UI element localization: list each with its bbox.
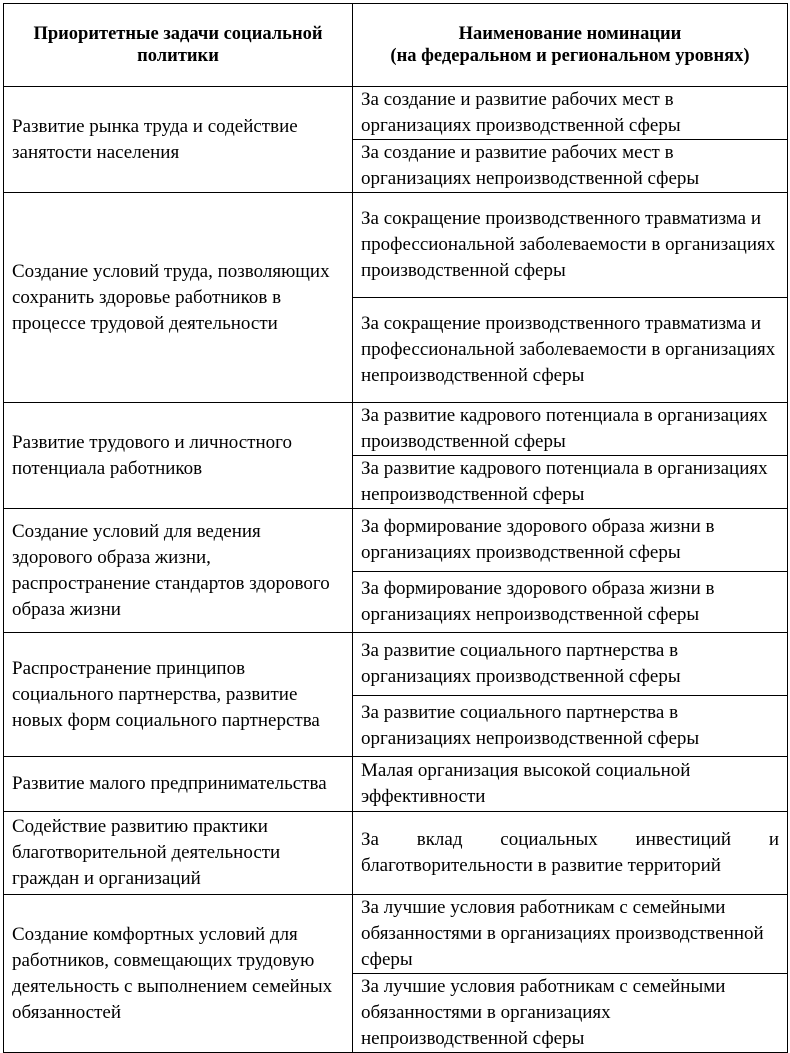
nomination-cell: За лучшие условия работникам с семейными обязанностями в организациях непроизводственной сферы bbox=[353, 974, 788, 1053]
nomination-cell: За создание и развитие рабочих мест в организациях производственной сферы bbox=[353, 87, 788, 140]
nomination-cell: За лучшие условия работникам с семейными обязанностями в организациях производственной сферы bbox=[353, 895, 788, 974]
nomination-cell: За развитие кадрового потенциала в организациях производственной сферы bbox=[353, 403, 788, 456]
table-row bbox=[4, 403, 788, 456]
task-cell: Создание комфортных условий для работников, совмещающих трудовую деятельность с выполнением семейных обязанностей bbox=[4, 895, 353, 1053]
task-cell: Развитие трудового и личностного потенциала работников bbox=[4, 403, 353, 509]
task-cell: Создание условий труда, позволяющих сохранить здоровье работников в процессе трудовой деятельности bbox=[4, 193, 353, 403]
table-body bbox=[4, 87, 788, 1053]
header-tasks: Приоритетные задачи социальной политики bbox=[4, 4, 353, 87]
nomination-cell: За формирование здорового образа жизни в организациях производственной сферы bbox=[353, 509, 788, 572]
nomination-cell: За формирование здорового образа жизни в организациях непроизводственной сферы bbox=[353, 572, 788, 633]
table-row bbox=[4, 633, 788, 696]
table-row bbox=[4, 87, 788, 140]
task-cell: Распространение принципов социального партнерства, развитие новых форм социального партнерства bbox=[4, 633, 353, 757]
nomination-cell: За развитие кадрового потенциала в организациях непроизводственной сферы bbox=[353, 456, 788, 509]
task-cell: Развитие малого предпринимательства bbox=[4, 757, 353, 812]
header-nominations bbox=[353, 4, 788, 87]
header-nominations-subtitle: (на федеральном и региональном уровнях) bbox=[390, 46, 750, 66]
table-row bbox=[4, 895, 788, 974]
nomination-cell: За развитие социального партнерства в организациях производственной сферы bbox=[353, 633, 788, 696]
header-row bbox=[4, 4, 788, 87]
nomination-cell: За вклад социальных инвестиций и благотворительности в развитие территорий bbox=[353, 812, 788, 895]
table-row bbox=[4, 509, 788, 572]
task-cell: Развитие рынка труда и содействие занятости населения bbox=[4, 87, 353, 193]
nomination-cell: За сокращение производственного травматизма и профессиональной заболеваемости в организациях непроизводственной сферы bbox=[353, 298, 788, 403]
nomination-cell: За развитие социального партнерства в организациях непроизводственной сферы bbox=[353, 696, 788, 757]
table-row bbox=[4, 193, 788, 298]
nomination-cell: За создание и развитие рабочих мест в организациях непроизводственной сферы bbox=[353, 140, 788, 193]
nomination-cell: За сокращение производственного травматизма и профессиональной заболеваемости в организациях производственной сферы bbox=[353, 193, 788, 298]
task-cell: Содействие развитию практики благотворительной деятельности граждан и организаций bbox=[4, 812, 353, 895]
nominations-table bbox=[3, 3, 788, 1053]
table-row bbox=[4, 757, 788, 812]
header-nominations-title: Наименование номинации bbox=[458, 24, 682, 44]
table-row bbox=[4, 812, 788, 895]
nomination-cell: Малая организация высокой социальной эффективности bbox=[353, 757, 788, 812]
task-cell: Создание условий для ведения здорового образа жизни, распространение стандартов здорового образа жизни bbox=[4, 509, 353, 633]
